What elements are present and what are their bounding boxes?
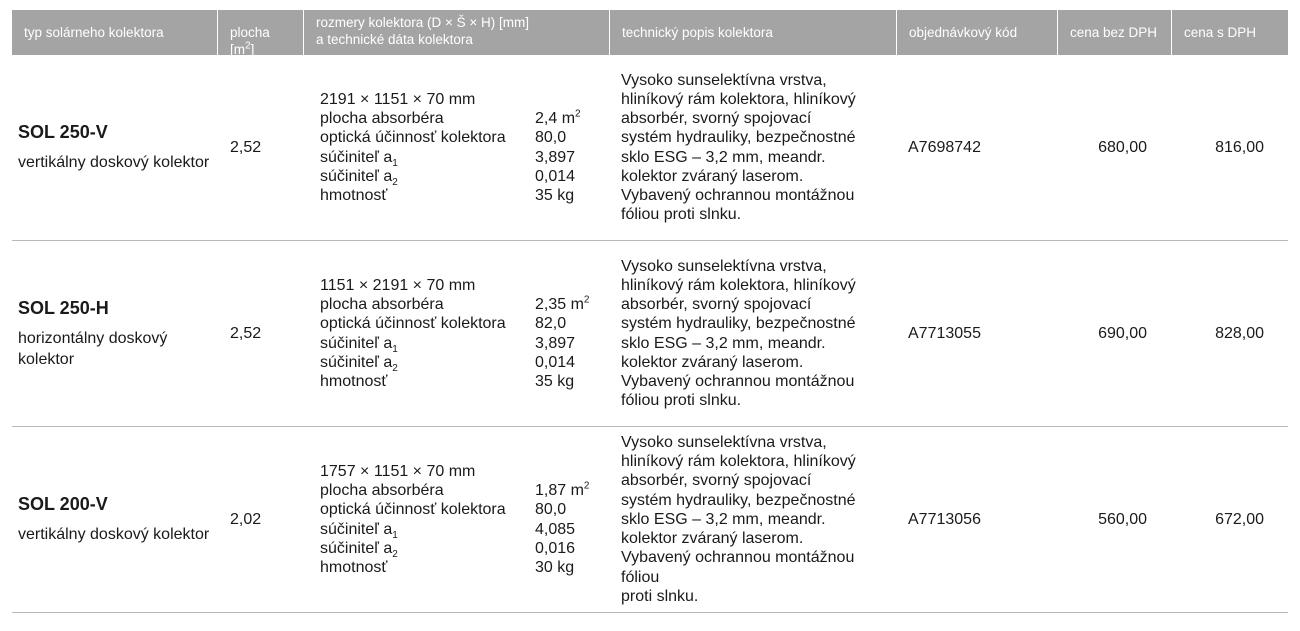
header-area-prefix: plocha [m: [230, 25, 270, 57]
absorber-value: 1,87: [535, 482, 567, 500]
coef-sub: 2: [392, 362, 398, 374]
header-type: typ solárneho kolektora: [24, 25, 164, 40]
spec-label-a2: [320, 539, 535, 558]
spec-value-a2: 0,014: [535, 353, 576, 371]
spec-value-a2: 0,016: [535, 539, 576, 557]
order-code: A7698742: [908, 138, 981, 156]
price-net: 690,00: [1098, 324, 1147, 342]
coef-sub: 1: [392, 343, 398, 355]
product-description: vertikálny doskový kolektor: [18, 154, 210, 171]
unit-m: m: [566, 296, 584, 314]
unit-sup: 2: [583, 480, 590, 492]
spec-value-weight: 35 kg: [535, 186, 575, 204]
spec-cell: [303, 55, 609, 240]
header-area-suffix: ]: [250, 42, 255, 57]
spec-label-absorber: plocha absorbéra: [320, 110, 444, 128]
spec-value-weight: 30 kg: [535, 558, 575, 576]
order-code: A7713056: [908, 510, 981, 528]
area-cell: 2,02: [230, 510, 262, 528]
spec-table: [320, 276, 595, 391]
spec-value-weight: 35 kg: [535, 372, 575, 390]
table-row: [12, 55, 1288, 241]
header-dims-line2: a technické dáta kolektora: [316, 32, 473, 47]
tech-line: hliníkový rám kolektora, hliníkový: [621, 276, 856, 294]
table-header: [12, 10, 1288, 55]
product-description: vertikálny doskový kolektor: [18, 526, 210, 543]
price-net: 680,00: [1098, 138, 1147, 156]
product-cell: [12, 427, 217, 612]
spec-label-efficiency: optická účinnosť kolektora: [320, 315, 506, 333]
order-code: A7713055: [908, 324, 981, 342]
spec-label-a1: [320, 520, 535, 539]
header-code: objednávkový kód: [896, 10, 1057, 55]
spec-label-absorber: plocha absorbéra: [320, 296, 444, 314]
product-name: SOL 250-V: [18, 122, 108, 142]
spec-value-efficiency: 80,0: [535, 501, 567, 519]
spec-label-a2: [320, 353, 535, 372]
spec-value-a1: 3,897: [535, 148, 576, 166]
tech-line: sklo ESG – 3,2 mm, meandr.: [621, 334, 826, 352]
tech-line: fóliou proti slnku.: [621, 206, 742, 224]
table-row: [12, 427, 1288, 613]
coef-sub: 1: [392, 529, 398, 541]
header-price-gross: cena s DPH: [1171, 10, 1288, 55]
spec-value-efficiency: 82,0: [535, 315, 567, 333]
coef-sub: 2: [392, 548, 398, 560]
area-cell: 2,52: [230, 138, 262, 156]
spec-value-a1: 3,897: [535, 334, 576, 352]
spec-dims: 2191 × 1151 × 70 mm: [320, 90, 476, 108]
header-area-sup: 2: [245, 40, 251, 52]
absorber-value: 2,4: [535, 110, 558, 128]
tech-cell: [609, 241, 896, 426]
spec-label-a1: [320, 334, 535, 353]
tech-line: proti slnku.: [621, 587, 699, 605]
spec-value-a1: 4,085: [535, 520, 576, 538]
tech-line: kolektor zváraný laserom.: [621, 353, 804, 371]
tech-line: absorbér, svorný spojovací: [621, 110, 812, 128]
spec-value-a2: 0,014: [535, 167, 576, 185]
spec-label-efficiency: optická účinnosť kolektora: [320, 501, 506, 519]
unit-sup: 2: [575, 108, 581, 120]
unit-sup: 2: [583, 294, 590, 306]
tech-cell: [609, 55, 896, 240]
tech-line: sklo ESG – 3,2 mm, meandr.: [621, 148, 826, 166]
product-description: horizontálny doskový kolektor: [18, 329, 168, 368]
spec-table: [320, 90, 595, 205]
spec-dims: 1757 × 1151 × 70 mm: [320, 462, 476, 480]
price-table: [12, 10, 1288, 613]
tech-line: fóliou proti slnku.: [621, 392, 742, 410]
header-dims-line1: rozmery kolektora (D × Š × H) [mm]: [316, 15, 530, 30]
spec-value-efficiency: 80,0: [535, 129, 567, 147]
product-cell: [12, 55, 217, 240]
spec-label-a2: [320, 167, 535, 186]
tech-line: Vybavený ochrannou montážnou: [621, 186, 855, 204]
absorber-value: 2,35: [535, 296, 567, 314]
tech-line: Vysoko sunselektívna vrstva,: [621, 257, 827, 275]
coef-sub: 1: [392, 157, 398, 169]
coef-label: súčiniteľ a: [320, 334, 393, 352]
coef-label: súčiniteľ a: [320, 539, 393, 557]
spec-dims: 1151 × 2191 × 70 mm: [320, 276, 476, 294]
header-area: [217, 10, 303, 55]
price-net: 560,00: [1098, 510, 1147, 528]
tech-line: kolektor zváraný laserom.: [621, 530, 804, 548]
tech-line: Vybavený ochrannou montážnou fóliou: [621, 549, 855, 586]
spec-value-absorber: [535, 295, 595, 314]
table-row: [12, 241, 1288, 427]
spec-table: [320, 462, 595, 577]
spec-label-efficiency: optická účinnosť kolektora: [320, 129, 506, 147]
coef-label: súčiniteľ a: [320, 520, 393, 538]
price-gross: 828,00: [1215, 324, 1264, 342]
tech-line: Vysoko sunselektívna vrstva,: [621, 434, 827, 452]
coef-label: súčiniteľ a: [320, 353, 393, 371]
product-cell: [12, 241, 217, 426]
coef-label: súčiniteľ a: [320, 167, 393, 185]
spec-label-weight: hmotnosť: [320, 186, 388, 204]
spec-label-weight: hmotnosť: [320, 372, 388, 390]
spec-cell: [303, 427, 609, 612]
spec-value-absorber: [535, 481, 595, 500]
product-name: SOL 200-V: [18, 494, 108, 514]
spec-label-weight: hmotnosť: [320, 558, 388, 576]
unit-m: m: [557, 110, 576, 128]
spec-label-absorber: plocha absorbéra: [320, 482, 444, 500]
tech-line: systém hydrauliky, bezpečnostné: [621, 491, 856, 509]
tech-line: absorbér, svorný spojovací: [621, 296, 812, 314]
tech-line: systém hydrauliky, bezpečnostné: [621, 315, 856, 333]
header-dims: [303, 10, 609, 55]
tech-cell: [609, 427, 896, 612]
tech-line: absorbér, svorný spojovací: [621, 472, 812, 490]
tech-line: hliníkový rám kolektora, hliníkový: [621, 90, 856, 108]
tech-line: hliníkový rám kolektora, hliníkový: [621, 453, 856, 471]
price-gross: 816,00: [1215, 138, 1264, 156]
header-price-net: cena bez DPH: [1057, 10, 1171, 55]
spec-label-a1: [320, 148, 535, 167]
spec-cell: [303, 241, 609, 426]
tech-line: kolektor zváraný laserom.: [621, 167, 804, 185]
spec-value-absorber: [535, 109, 595, 128]
tech-line: systém hydrauliky, bezpečnostné: [621, 129, 856, 147]
product-name: SOL 250-H: [18, 297, 109, 318]
unit-m: m: [566, 482, 584, 500]
area-cell: 2,52: [230, 324, 262, 342]
coef-sub: 2: [392, 176, 398, 188]
header-tech: technický popis kolektora: [609, 10, 896, 55]
tech-line: Vybavený ochrannou montážnou: [621, 372, 855, 390]
price-gross: 672,00: [1215, 510, 1264, 528]
tech-line: Vysoko sunselektívna vrstva,: [621, 71, 827, 89]
tech-line: sklo ESG – 3,2 mm, meandr.: [621, 510, 826, 528]
coef-label: súčiniteľ a: [320, 148, 393, 166]
